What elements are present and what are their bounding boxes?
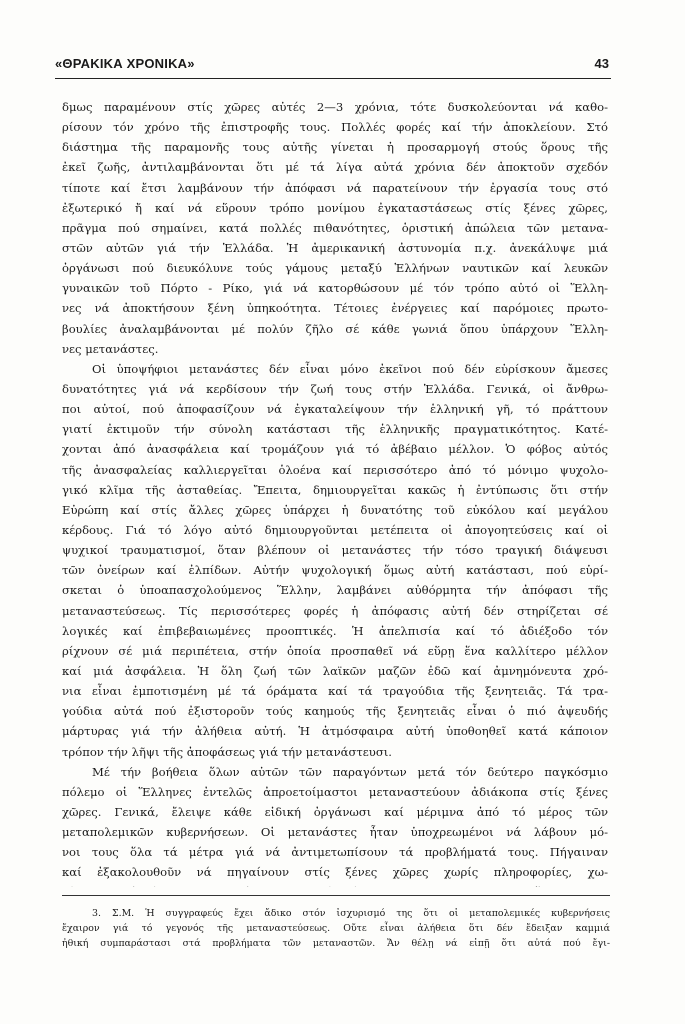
- text-line: ποι αὐτοί, πού ἀποφασίζουν νά ἐγκαταλείψουν τήν ἑλληνική γῆ, τό πράττουν: [62, 402, 608, 417]
- text-line: καί μιά ἀσφάλεια. Ἡ ὅλη ζωή τῶν λαϊκῶν μαζῶν ἐδῶ καί ἀμνημόνευτα χρό-: [62, 663, 608, 678]
- text-line: γούδια αὐτά πού ἐξιστοροῦν τούς καημούς τῆς ξενητειᾶς εἶναι ὁ πιό ἀψευδής: [62, 704, 608, 719]
- page-number: 43: [594, 56, 609, 71]
- text-line: λογικές καί ἐπιβεβαιωμένες προοπτικές. Ἡ ἀπελπισία καί τό ἀδιέξοδο τόν: [62, 623, 608, 638]
- main-text: [62, 97, 608, 887]
- text-line: ἐξωτερικό ἤ καί νά εὕρουν τρόπο μονίμου ἐγκαταστάσεως στίς ξένες χῶρες,: [62, 200, 608, 215]
- text-line: γυναικῶν τοῦ Πόρτο - Ρίκο, γιά νά κατορθώσουν μέ τόν τρόπο αὐτό οἱ Ἕλλη-: [62, 281, 608, 296]
- text-line: νια εἶναι ἐμποτισμένη μέ τά όράματα καί τά τραγούδια τῆς ξενητειᾶς. Τά τρα-: [62, 684, 608, 699]
- text-line: [62, 882, 608, 887]
- text-line: τῆς ἀνασφαλείας καλλιεργεῖται ὁλοένα καί περισσότερο ἀπό τό μόνιμο ψυχολο-: [62, 462, 608, 477]
- text-line: τίποτε καί ἔτσι λαμβάνουν τήν ἀπόφασι νά παρατείνουν τήν ἐργασία τους στό: [62, 180, 608, 195]
- text-line: Εὐρώπη καί στίς ἄλλες χῶρες ὑπάρχει ἡ δυνατότης τοῦ εὐκόλου καί μεγάλου: [62, 502, 608, 517]
- footnote-line: 3. Σ.Μ. Ἡ συγγραφεύς ἔχει ἄδικο στόν ἰσχυρισμό της ὅτι οἱ μεταπολεμικές κυβερνήσεις: [92, 908, 610, 919]
- text-line: τρόπον τήν λῆψι τῆς ἀποφάσεως γιά τήν μετανάστευσι.: [62, 744, 392, 759]
- text-line: τῶν ὀνείρων καί ἐλπίδων. Αὐτήν ψυχολογική ὅμως αὐτή κατάστασι, πού εὑρί-: [62, 563, 608, 578]
- text-line: νοι τους ὅλα τά μέτρα γιά νά ἀντιμετωπίσουν τά προβλήματά τους. Πήγαιναν: [62, 845, 608, 860]
- text-line: σκεται ὁ ὑποαπασχολούμενος Ἕλλην, λαμβάνει αὐθόρμητα τήν ἀπόφασι τῆς: [62, 583, 608, 598]
- text-line: χονται ἀπό ἀνασφάλεια καί τρομάζουν γιά τό ἀβέβαιο μέλλον. Ὁ φόβος αὐτός: [62, 442, 608, 457]
- footnote-line: ἠθική συμπαράστασι στά προβλήματα τῶν μεταναστῶν. Ἄν θέλῃ νά εἰπῇ ὅτι αὐτά πού ἔγι-: [62, 938, 610, 949]
- text-line: καί ἐξακολουθοῦν νά πηγαίνουν στίς ξένες χῶρες χωρίς πληροφορίες, χω-: [62, 865, 608, 880]
- text-line: διάστημα τῆς παραμονῆς τους αὐτῆς γίνεται ἡ προσαρμογή στούς ὅρους τῆς: [62, 140, 608, 155]
- text-line: ρίσουν τόν χρόνο τῆς ἐπιστροφῆς τους. Πολλές φορές καί τήν ἀποκλείουν. Στό: [62, 120, 608, 135]
- footnote-divider: [62, 895, 610, 896]
- text-line: μάρτυρας γιά τήν ἀλήθεια αὐτή. Ἡ ἀτμόσφαιρα αὐτή ὑποθοηθεῖ κατά κάποιον: [62, 724, 608, 739]
- text-line: δυνατότητες γιά νά κερδίσουν τήν ζωή τους στήν Ἑλλάδα. Γενικά, οἱ ἄνθρω-: [62, 381, 608, 396]
- text-line: ρίχνουν σέ μιά περιπέτεια, στήν ὁποία προσπαθεῖ νά εὕρῃ ἕνα καλλίτερο μέλλον: [62, 643, 608, 658]
- text-line: χῶρες. Γενικά, ἔλειψε κάθε εἰδική ὀργάνωσι καί μέριμνα ἀπό τό μέρος τῶν: [62, 804, 608, 819]
- text-line: ψυχικοί τραυματισμοί, ὅταν βλέπουν οἱ μετανάστες τήν τόσο τραγική διάψευσι: [62, 543, 608, 558]
- text-line: κέρδους. Γιά τό λόγο αὐτό δημιουργοῦνται μετέπειτα οἱ ἀπογοητεύσεις καί οἱ: [62, 522, 608, 537]
- footnotes: [62, 906, 610, 951]
- text-line: δμως παραμένουν στίς χῶρες αὐτές 2—3 χρόνια, τότε δυσκολεύονται νά καθο-: [62, 100, 608, 114]
- text-line: γιατί ἐκτιμοῦν τήν σύνολη κατάστασι τῆς ἑλληνικῆς πραγματικότητος. Κατέ-: [62, 422, 608, 437]
- journal-title: «ΘΡΑΚΙΚΑ ΧΡΟΝΙΚΑ»: [55, 56, 195, 71]
- text-line: γικό κλῖμα τῆς ἀσταθείας. Ἔπειτα, δημιουργεῖται κακῶς ἡ ἐντύπωσις ὅτι στήν: [62, 482, 608, 497]
- text-line: στῶν αὐτῶν γιά τήν Ἑλλάδα. Ἡ ἀμερικανική ἀστυνομία π.χ. ἀνεκάλυψε μιά: [62, 240, 608, 255]
- text-line: μεταναστεύσεως. Τίς περισσότερες φορές ἡ ἀπόφασις αὐτή δέν στηρίζεται σέ: [62, 603, 608, 618]
- text-line: νες νά ἀποκτήσουν ξένη ὑπηκοότητα. Τέτοιες ἐνέργειες καί παρόμοιες πρωτο-: [62, 301, 608, 316]
- text-line: Οἱ ὑποψήφιοι μετανάστες δέν εἶναι μόνο ἐκεῖνοι πού δέν εὑρίσκουν ἄμεσες: [92, 361, 608, 376]
- running-head: [55, 52, 611, 79]
- text-line: ὀργάνωσι πού διευκόλυνε τούς γάμους μεταξύ Ἑλλήνων ναυτικῶν καί λευκῶν: [62, 261, 608, 276]
- text-line: πόλεμο οἱ Ἕλληνες ἐντελῶς ἀπροετοίμαστοι μεταναστεύουν ἀδιάκοπα στίς ξένες: [62, 784, 608, 799]
- text-line: Μέ τήν βοήθεια ὅλων αὐτῶν τῶν παραγόντων μετά τόν δεύτερο παγκόσμιο: [92, 764, 608, 779]
- text-line: βουλίες ἀναλαμβάνονται μέ πολύν ζῆλο σέ κάθε γωνιά ὅπου ὑπάρχουν Ἕλλη-: [62, 321, 608, 336]
- footnote-line: ἔχαιρον γιά τό γεγονός τῆς μεταναστεύσεως. Οὔτε εἶναι ἀλήθεια ὅτι δέν ἔδειξαν καμμιά: [62, 923, 610, 934]
- text-line: πρᾶγμα πού σημαίνει, κατά πολλές πιθανότητες, ὁριστική ἀπώλεια τῶν μετανα-: [62, 220, 608, 235]
- text-line: ἐκεῖ ζωῆς, ἀντιλαμβάνονται ὅτι μέ τά λίγα αὐτά χρόνια δέν ἀποκτοῦν σχεδόν: [62, 160, 608, 175]
- text-line: μεταπολεμικῶν κυβερνήσεων. Οἱ μετανάστες ἦταν ὑποχρεωμένοι νά λάβουν μό-: [62, 825, 608, 840]
- text-line: νες μετανάστες.: [62, 341, 159, 356]
